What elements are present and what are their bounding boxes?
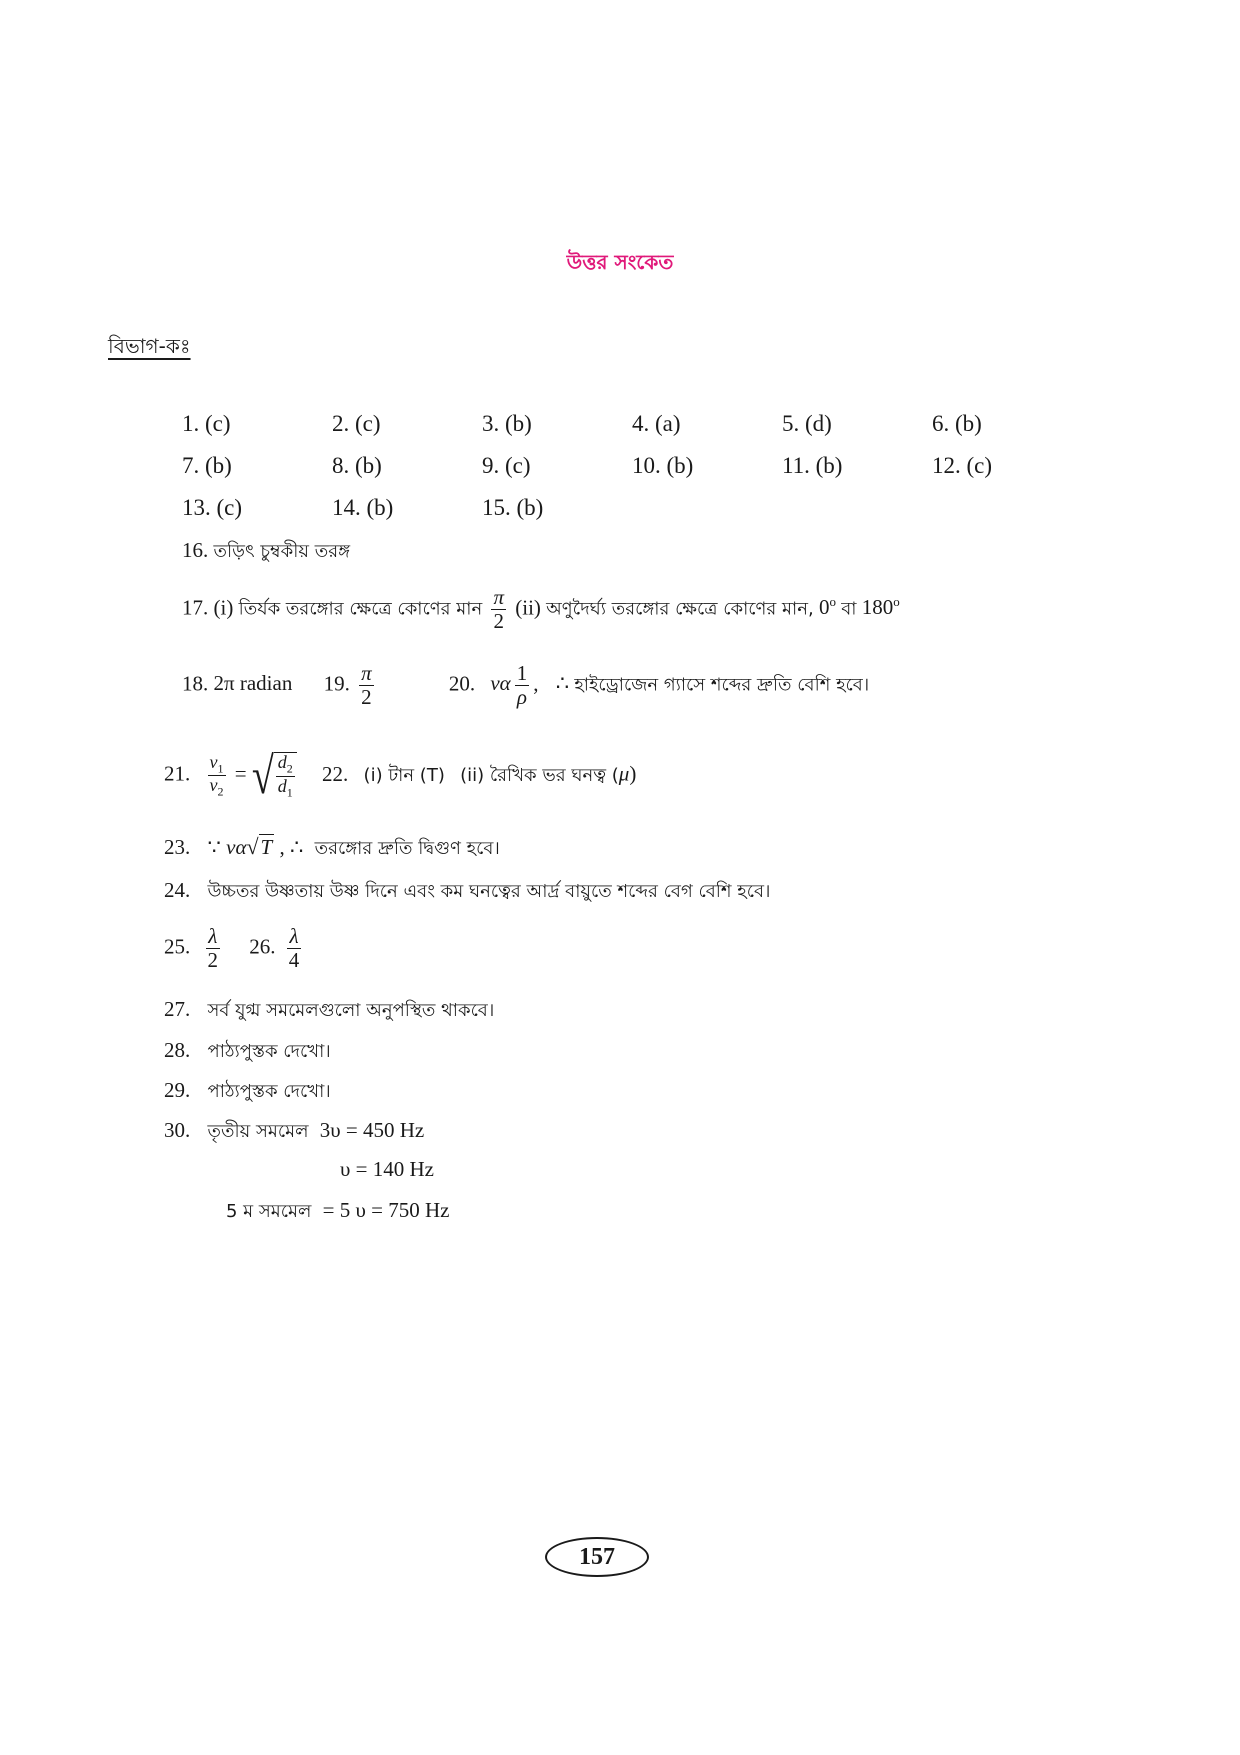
equation: = 5 υ = 750 Hz — [322, 1198, 450, 1222]
answer-number: 28. — [164, 1038, 191, 1062]
answer-number: 25. — [164, 934, 191, 959]
answers-18-20 — [182, 662, 869, 709]
mcq-answer: 8. (b) — [332, 453, 382, 478]
answer-number: 24. — [164, 878, 191, 902]
answer-24 — [164, 877, 770, 908]
angle-value: 0$^o$ — [818, 594, 836, 620]
answer-28 — [164, 1037, 331, 1068]
answers-21-22 — [164, 746, 637, 806]
equation: υ = 140 Hz — [340, 1157, 434, 1181]
mcq-answer: 9. (c) — [482, 453, 531, 478]
fraction: $\frac{1}{\rho}$ — [516, 661, 528, 710]
punct: , — [533, 671, 539, 696]
answer-number: 29. — [164, 1078, 191, 1102]
answer-17 — [182, 586, 900, 633]
mcq-answer: 5. (d) — [782, 411, 832, 436]
answer-number: 26. — [249, 934, 276, 959]
answer-30-line-3 — [226, 1197, 450, 1228]
fraction: $\frac{\lambda}{2}$ — [207, 924, 218, 973]
therefore-symbol: , ∴ — [279, 835, 304, 859]
mcq-answer: 7. (b) — [182, 453, 232, 478]
section-heading: বিভাগ-কঃ — [108, 334, 191, 358]
answer-text: হাইড্রোজেন গ্যাসে শব্দের দ্রুতি বেশি হবে। — [574, 674, 870, 696]
answer-text: বা — [841, 598, 857, 620]
mcq-answer: 14. (b) — [332, 495, 394, 520]
answer-number: 30. — [164, 1118, 191, 1142]
answer-29 — [164, 1077, 331, 1108]
answer-text: 2π radian — [213, 671, 293, 696]
answer-part-label: (ii) — [515, 595, 541, 620]
therefore-symbol: ∴ — [555, 671, 570, 696]
mcq-answer: 12. (c) — [932, 453, 993, 478]
math-expression: vα — [226, 835, 247, 859]
answer-number: 27. — [164, 997, 191, 1021]
answer-30 — [164, 1117, 424, 1148]
answer-text: (ii) রৈখিক ভর ঘনত্ব ( — [460, 764, 619, 786]
math-expression: vα — [490, 671, 511, 696]
mcq-answer: 15. (b) — [482, 495, 544, 520]
answer-number: 16. — [182, 538, 209, 562]
mu-symbol: μ — [618, 761, 630, 786]
answer-number: 20. — [448, 671, 476, 696]
answer-text: অণুদৈর্ঘ্য তরঙ্গোর ক্ষেত্রে কোণের মান, — [546, 598, 814, 620]
answer-text: পাঠ্যপুস্তক দেখো। — [207, 1041, 331, 1062]
fraction: $\frac{\lambda}{4}$ — [288, 924, 300, 973]
punct: ) — [629, 761, 637, 786]
answer-number: 17. (i) — [182, 595, 234, 620]
equation: 3υ = 450 Hz — [319, 1118, 425, 1142]
fraction: $\frac{\pi}{2}$ — [493, 585, 504, 634]
answer-text: 5 ম সমমেল — [226, 1201, 312, 1222]
answer-number: 19. — [323, 671, 350, 696]
answer-text: সর্ব যুগ্ম সমমেলগুলো অনুপস্থিত থাকবে। — [207, 1000, 495, 1021]
answer-text: তির্যক তরঙ্গোর ক্ষেত্রে কোণের মান — [238, 598, 483, 620]
mcq-answer: 4. (a) — [632, 411, 681, 436]
answer-number: 18. — [182, 671, 209, 696]
mcq-answer: 3. (b) — [482, 411, 532, 436]
answer-16 — [182, 537, 350, 568]
answer-number: 23. — [164, 835, 191, 859]
answer-text: পাঠ্যপুস্তক দেখো। — [207, 1081, 331, 1102]
mcq-answer: 13. (c) — [182, 495, 243, 520]
page-title: উত্তর সংকেত — [566, 250, 674, 274]
answer-text: (i) টান (T) — [363, 764, 445, 786]
answer-text: তৃতীয় সমমেল — [207, 1121, 309, 1142]
equals-sign: = — [234, 761, 247, 786]
answer-text: তরঙ্গোর দ্রুতি দ্বিগুণ হবে। — [314, 838, 500, 859]
answer-text: তড়িৎ চুম্বকীয় তরঙ্গ — [213, 541, 351, 562]
page-number: 157 — [545, 1537, 649, 1577]
mcq-answer: 6. (b) — [932, 411, 982, 436]
answer-30-line-2 — [340, 1157, 434, 1182]
mcq-answer: 11. (b) — [782, 453, 843, 478]
mcq-answer: 1. (c) — [182, 411, 231, 436]
answers-25-26 — [164, 925, 305, 972]
answer-number: 21. — [164, 761, 191, 786]
answer-text: উচ্চতর উষ্ণতায় উষ্ণ দিনে এবং কম ঘনত্বের আর্দ্র বায়ুতে শব্দের বেগ বেশি হবে। — [207, 881, 771, 902]
angle-value: 180$^o$ — [861, 594, 900, 620]
fraction: $\frac{\pi}{2}$ — [361, 661, 372, 710]
mcq-answer: 10. (b) — [632, 453, 694, 478]
fraction: $\frac{v_1}{v_2}$ — [209, 751, 224, 799]
because-symbol: ∵ — [207, 835, 221, 859]
square-root: √T — [246, 834, 273, 859]
square-root: √ $\frac{d_2}{d_1}$ — [252, 752, 297, 800]
answer-27 — [164, 996, 494, 1027]
answer-23 — [164, 834, 500, 865]
answer-number: 22. — [322, 761, 349, 786]
mcq-answer: 2. (c) — [332, 411, 381, 436]
